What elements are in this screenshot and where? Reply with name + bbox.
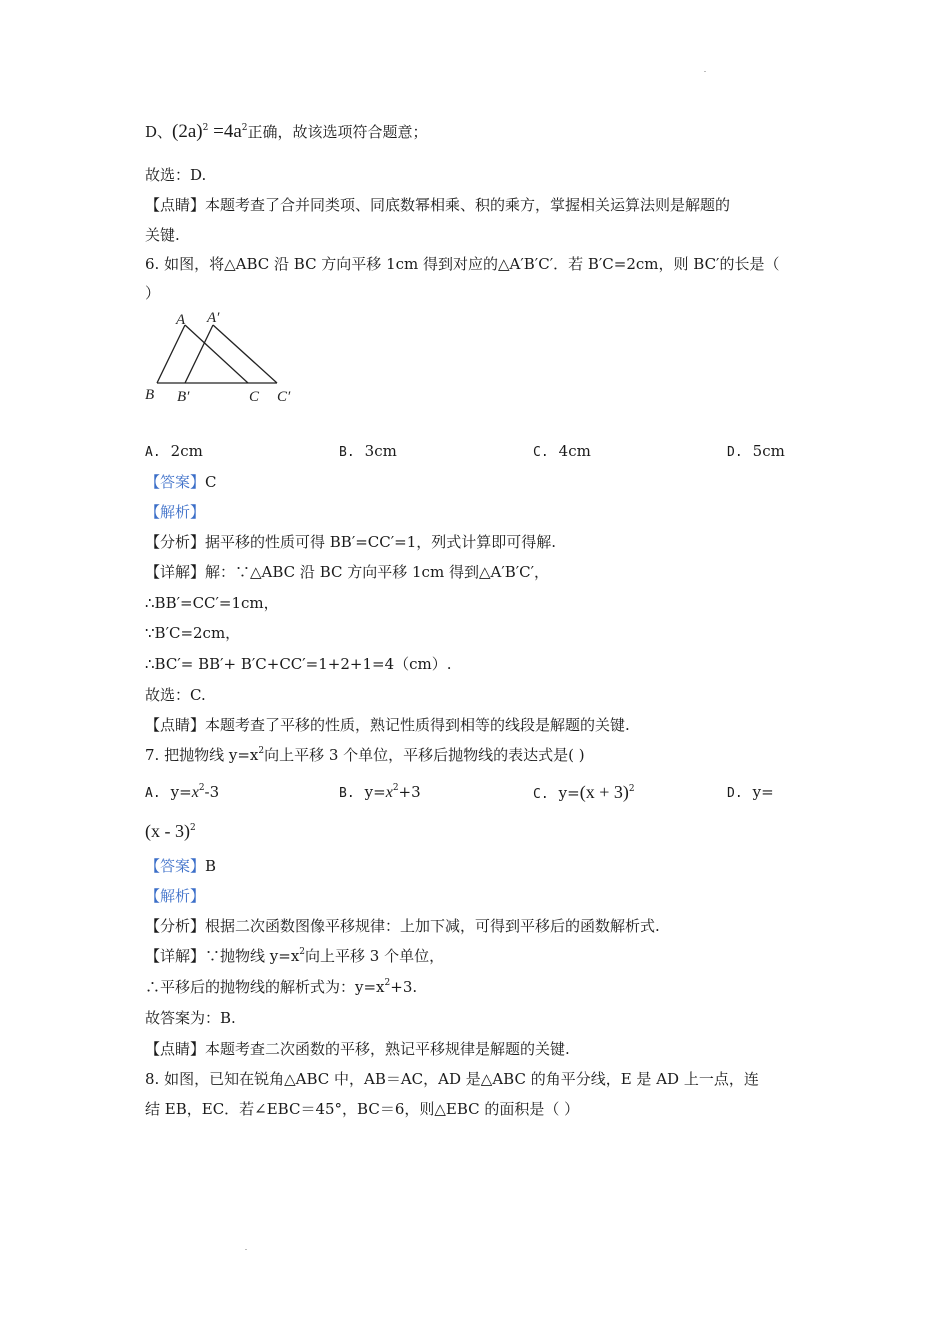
q7-analysis-tag: 【解析】 bbox=[145, 887, 206, 905]
q5-option-d: D、$(2a)^2 =4a^2$正确，故该选项符合题意； bbox=[145, 121, 428, 142]
q8-stem-cont: 结 EB，EC．若∠EBC＝45°，BC＝6，则△EBC 的面积是（ ） bbox=[145, 1100, 580, 1118]
q6-option-c: C. 4cm bbox=[533, 442, 591, 460]
label-C: C bbox=[249, 389, 260, 405]
label-A-prime: A′ bbox=[207, 310, 220, 326]
q6-answer: 【答案】C bbox=[145, 473, 217, 491]
q6-step-3: ∴BC′= BB′+ B′C+CC′=1+2+1=4（cm）. bbox=[145, 655, 452, 673]
q7-option-d-expr: (x - 3)$^2$ bbox=[145, 821, 196, 841]
q7-option-a: A. $y=x^2-3$ bbox=[145, 783, 220, 801]
q6-option-d: D. 5cm bbox=[727, 442, 785, 460]
q7-option-d: D. y= bbox=[727, 783, 774, 801]
page-mark bbox=[704, 71, 706, 72]
page-mark bbox=[245, 1249, 247, 1250]
q6-analysis-tag: 【解析】 bbox=[145, 503, 206, 521]
label-B: B bbox=[145, 387, 155, 403]
q7-fenxi: 【分析】根据二次函数图像平移规律：上加下减，可得到平移后的函数解析式. bbox=[145, 917, 660, 935]
q7-option-b: B. $y=x^2+3$ bbox=[339, 783, 421, 801]
q6-stem-cont: ） bbox=[145, 284, 161, 302]
q6-step-2: ∵B′C=2cm， bbox=[145, 624, 241, 642]
q7-step-1: ∴平移后的抛物线的解析式为：$y=x^2+3$. bbox=[145, 978, 418, 996]
q6-fenxi: 【分析】据平移的性质可得 BB′=CC′=1，列式计算即可得解. bbox=[145, 533, 557, 551]
q7-xiangjie: 【详解】∵抛物线 $y=x^2$向上平移 3 个单位， bbox=[145, 947, 445, 965]
label-C-prime: C′ bbox=[277, 389, 291, 405]
q6-stem: 6. 如图，将△ABC 沿 BC 方向平移 1cm 得到对应的△A′B′C′．若 B′C=2cm，则 BC′的长是（ bbox=[145, 255, 780, 273]
q5-comment: 【点睛】本题考查了合并同类项、同底数幂相乘、积的乘方，掌握相关运算法则是解题的 bbox=[145, 196, 731, 214]
q5-comment-cont: 关键. bbox=[145, 226, 180, 244]
q6-option-a: A. 2cm bbox=[145, 442, 203, 460]
label-A: A bbox=[176, 312, 186, 328]
q7-answer: 【答案】B bbox=[145, 857, 217, 875]
q7-stem: 7. 把抛物线 $y=x^2$向上平移 3 个单位，平移后抛物线的表达式是( ) bbox=[145, 746, 585, 764]
q5-choose: 故选：D. bbox=[145, 166, 207, 184]
q6-choose: 故选：C. bbox=[145, 686, 206, 704]
q6-xiangjie: 【详解】解：∵△ABC 沿 BC 方向平移 1cm 得到△A′B′C′， bbox=[145, 563, 550, 581]
q7-option-c: C. $y=(x + 3)^2$ bbox=[533, 782, 635, 802]
q7-choose: 故答案为：B. bbox=[145, 1009, 236, 1027]
q6-step-1: ∴BB′=CC′=1cm， bbox=[145, 594, 279, 612]
q6-comment: 【点睛】本题考查了平移的性质，熟记性质得到相等的线段是解题的关键. bbox=[145, 716, 630, 734]
label-B-prime: B′ bbox=[177, 389, 190, 405]
q6-option-b: B. 3cm bbox=[339, 442, 397, 460]
q6-translation-figure bbox=[140, 305, 310, 405]
q7-comment: 【点睛】本题考查二次函数的平移，熟记平移规律是解题的关键. bbox=[145, 1040, 570, 1058]
q8-stem: 8. 如图，已知在锐角△ABC 中，AB＝AC，AD 是△ABC 的角平分线，E 是 AD 上一点，连 bbox=[145, 1070, 759, 1088]
